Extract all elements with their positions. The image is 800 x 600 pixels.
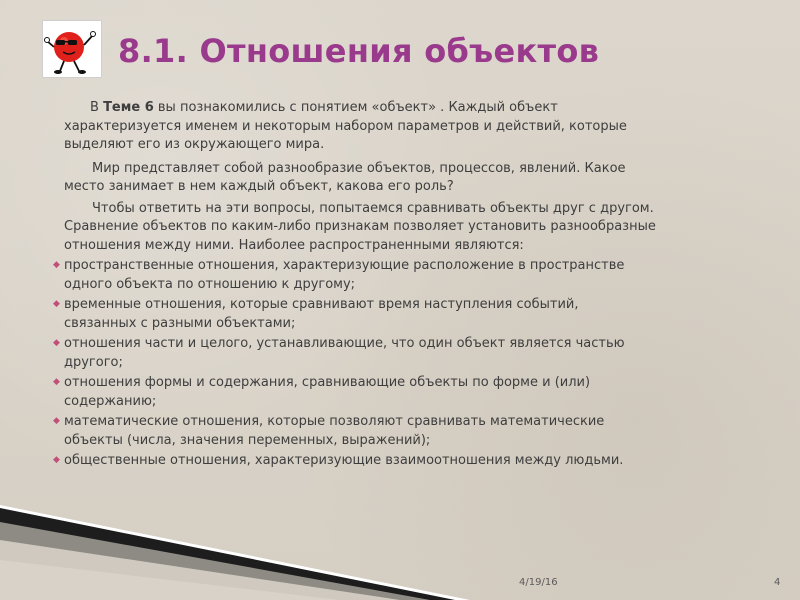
list-item: ◆ отношения формы и содержания, сравнивающие объекты по форме и (или) содержанию;	[53, 375, 591, 409]
slide-body	[52, 99, 752, 473]
mascot-logo	[42, 20, 102, 78]
world-line2: место занимает в нем каждый объект, какова его роль?	[64, 179, 454, 194]
paragraph-compare	[64, 200, 752, 256]
red-ball-sunglasses-mascot-icon	[43, 21, 101, 77]
list-item: ◆ математические отношения, которые позволяют сравнивать математические объекты (числа, значения переменных, выражений);	[53, 414, 605, 448]
compare-line1: Чтобы ответить на эти вопросы, попытаемся сравнивать объекты друг с другом.	[92, 200, 654, 216]
intro-prefix: В	[90, 100, 104, 115]
diamond-bullet-icon: ◆	[53, 260, 60, 270]
diamond-bullet-icon: ◆	[53, 416, 60, 426]
relations-list	[52, 257, 752, 471]
slide-title: 8.1. Отношения объектов	[118, 32, 600, 70]
diamond-bullet-icon: ◆	[53, 455, 60, 465]
list-item: ◆ пространственные отношения, характеризующие расположение в пространстве одного объекта по отношению к другому;	[53, 258, 625, 292]
list-item: ◆ общественные отношения, характеризующие взаимоотношения между людьми.	[53, 453, 624, 468]
intro-line3: выделяют его из окружающего мира.	[64, 137, 325, 152]
compare-line3: отношения между ними. Наиболее распространенными являются:	[64, 237, 524, 253]
world-line1: Мир представляет собой разнообразие объектов, процессов, явлений. Какое	[92, 160, 626, 176]
list-item: ◆ отношения части и целого, устанавливающие, что один объект является частью другого;	[53, 336, 625, 370]
diamond-bullet-icon: ◆	[53, 338, 60, 348]
compare-line2: Сравнение объектов по каким-либо признакам позволяет установить разнообразные	[64, 219, 656, 234]
diamond-bullet-icon: ◆	[53, 299, 60, 309]
footer-date: 4/19/16	[519, 577, 558, 588]
paragraph-world	[64, 160, 752, 197]
intro-line2: характеризуется именем и некоторым набором параметров и действий, которые	[64, 118, 627, 134]
list-item: ◆ временные отношения, которые сравнивают время наступления событий, связанных с разными объектами;	[53, 297, 579, 331]
slide-number: 4	[774, 577, 781, 588]
paragraph-intro	[64, 99, 752, 155]
intro-rest: вы познакомились с понятием «объект» . Каждый объект	[153, 100, 558, 115]
diamond-bullet-icon: ◆	[53, 377, 60, 387]
intro-bold-topic: Теме 6	[103, 100, 154, 115]
